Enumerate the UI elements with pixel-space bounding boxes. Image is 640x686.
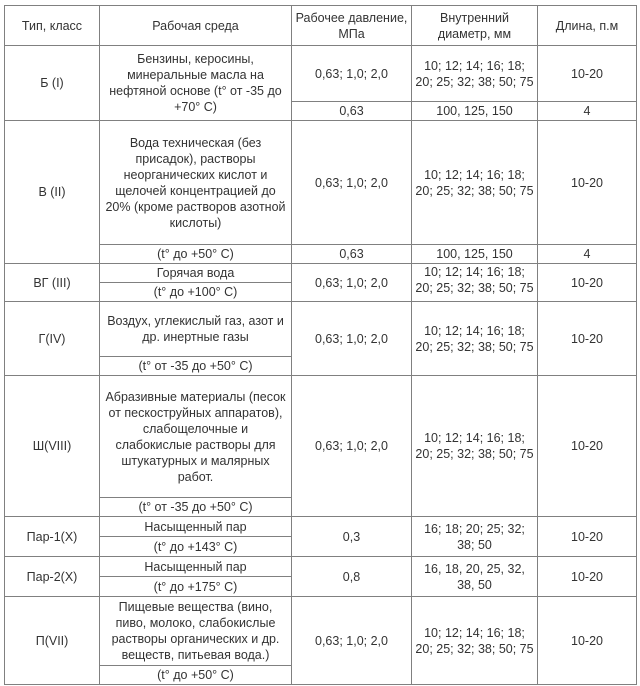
type-cell: Пар-2(X) — [5, 557, 100, 597]
pressure-cell: 0,63; 1,0; 2,0 — [292, 46, 412, 102]
header-length: Длина, п.м — [538, 6, 637, 46]
medium-cell: Горячая вода — [100, 264, 292, 283]
pressure-cell: 0,63; 1,0; 2,0 — [292, 302, 412, 376]
length-cell: 4 — [538, 245, 637, 264]
hose-spec-table — [4, 5, 637, 685]
length-cell: 10-20 — [538, 46, 637, 102]
table-row — [5, 376, 637, 498]
type-cell: Г(IV) — [5, 302, 100, 376]
type-cell: Ш(VIII) — [5, 376, 100, 517]
header-pressure: Рабочее давление, МПа — [292, 6, 412, 46]
table-row — [5, 245, 637, 264]
diameter-cell: 10; 12; 14; 16; 18; 20; 25; 32; 38; 50; 75 — [412, 376, 538, 517]
medium-cell: Вода техническая (без присадок), растворы неорганических кислот и щелочей концентрацией до 20% (кроме растворов азотной кислоты) — [100, 121, 292, 245]
pressure-cell: 0,63; 1,0; 2,0 — [292, 264, 412, 302]
medium-cell: Насыщенный пар — [100, 517, 292, 537]
diameter-cell: 10; 12; 14; 16; 18; 20; 25; 32; 38; 50; 75 — [412, 302, 538, 376]
temperature-cell: (t° до +50° C) — [100, 245, 292, 264]
diameter-cell: 10; 12; 14; 16; 18; 20; 25; 32; 38; 50; 75 — [412, 46, 538, 102]
type-cell: В (II) — [5, 121, 100, 264]
header-row — [5, 6, 637, 46]
header-medium: Рабочая среда — [100, 6, 292, 46]
header-diameter: Внутренний диаметр, мм — [412, 6, 538, 46]
pressure-cell: 0,3 — [292, 517, 412, 557]
type-cell: ВГ (III) — [5, 264, 100, 302]
table-row — [5, 302, 637, 357]
length-cell: 10-20 — [538, 557, 637, 597]
length-cell: 10-20 — [538, 597, 637, 685]
pressure-cell: 0,63 — [292, 102, 412, 121]
diameter-cell — [412, 264, 538, 302]
length-cell: 10-20 — [538, 517, 637, 557]
temperature-cell: (t° от -35 до +50° C) — [100, 498, 292, 517]
diameter-cell: 100, 125, 150 — [412, 102, 538, 121]
diameter-cell: 100, 125, 150 — [412, 245, 538, 264]
pressure-cell: 0,63; 1,0; 2,0 — [292, 376, 412, 517]
temperature-cell: (t° до +143° C) — [100, 537, 292, 557]
table-row — [5, 264, 637, 283]
table-row — [5, 121, 637, 245]
diameter-cell: 16, 18, 20, 25, 32, 38, 50 — [412, 557, 538, 597]
type-cell: Б (I) — [5, 46, 100, 121]
diameter-cell: 10; 12; 14; 16; 18; 20; 25; 32; 38; 50; 75 — [412, 121, 538, 245]
length-cell: 10-20 — [538, 264, 637, 302]
table-row — [5, 597, 637, 666]
length-cell: 10-20 — [538, 376, 637, 517]
length-cell: 10-20 — [538, 121, 637, 245]
diameter-text: 10; 12; 14; 16; 18; 20; 25; 32; 38; 50; 75 — [415, 265, 534, 295]
medium-cell: Воздух, углекислый газ, азот и др. инертные газы — [100, 302, 292, 357]
temperature-cell: (t° до +100° C) — [100, 283, 292, 302]
temperature-cell: (t° до +50° C) — [100, 666, 292, 685]
diameter-cell: 10; 12; 14; 16; 18; 20; 25; 32; 38; 50; 75 — [412, 597, 538, 685]
type-cell: Пар-1(X) — [5, 517, 100, 557]
length-cell: 10-20 — [538, 302, 637, 376]
diameter-cell: 16; 18; 20; 25; 32; 38; 50 — [412, 517, 538, 557]
table-row — [5, 557, 637, 577]
table-row — [5, 517, 637, 537]
table-row — [5, 46, 637, 102]
pressure-cell: 0,8 — [292, 557, 412, 597]
header-type-class: Тип, класс — [5, 6, 100, 46]
pressure-cell: 0,63; 1,0; 2,0 — [292, 597, 412, 685]
length-cell: 4 — [538, 102, 637, 121]
medium-cell: Абразивные материалы (песок от пескоструйных аппаратов), слабощелочные и слабокислые растворы для штукатурных и малярных работ. — [100, 376, 292, 498]
temperature-cell: (t° до +175° C) — [100, 577, 292, 597]
medium-cell: Бензины, керосины, минеральные масла на нефтяной основе (t° от -35 до +70° C) — [100, 46, 292, 121]
medium-cell: Насыщенный пар — [100, 557, 292, 577]
type-cell: П(VII) — [5, 597, 100, 685]
temperature-cell: (t° от -35 до +50° C) — [100, 357, 292, 376]
pressure-cell: 0,63; 1,0; 2,0 — [292, 121, 412, 245]
medium-cell: Пищевые вещества (вино, пиво, молоко, слабокислые растворы органических и др. веществ, питьевая вода.) — [100, 597, 292, 666]
pressure-cell: 0,63 — [292, 245, 412, 264]
